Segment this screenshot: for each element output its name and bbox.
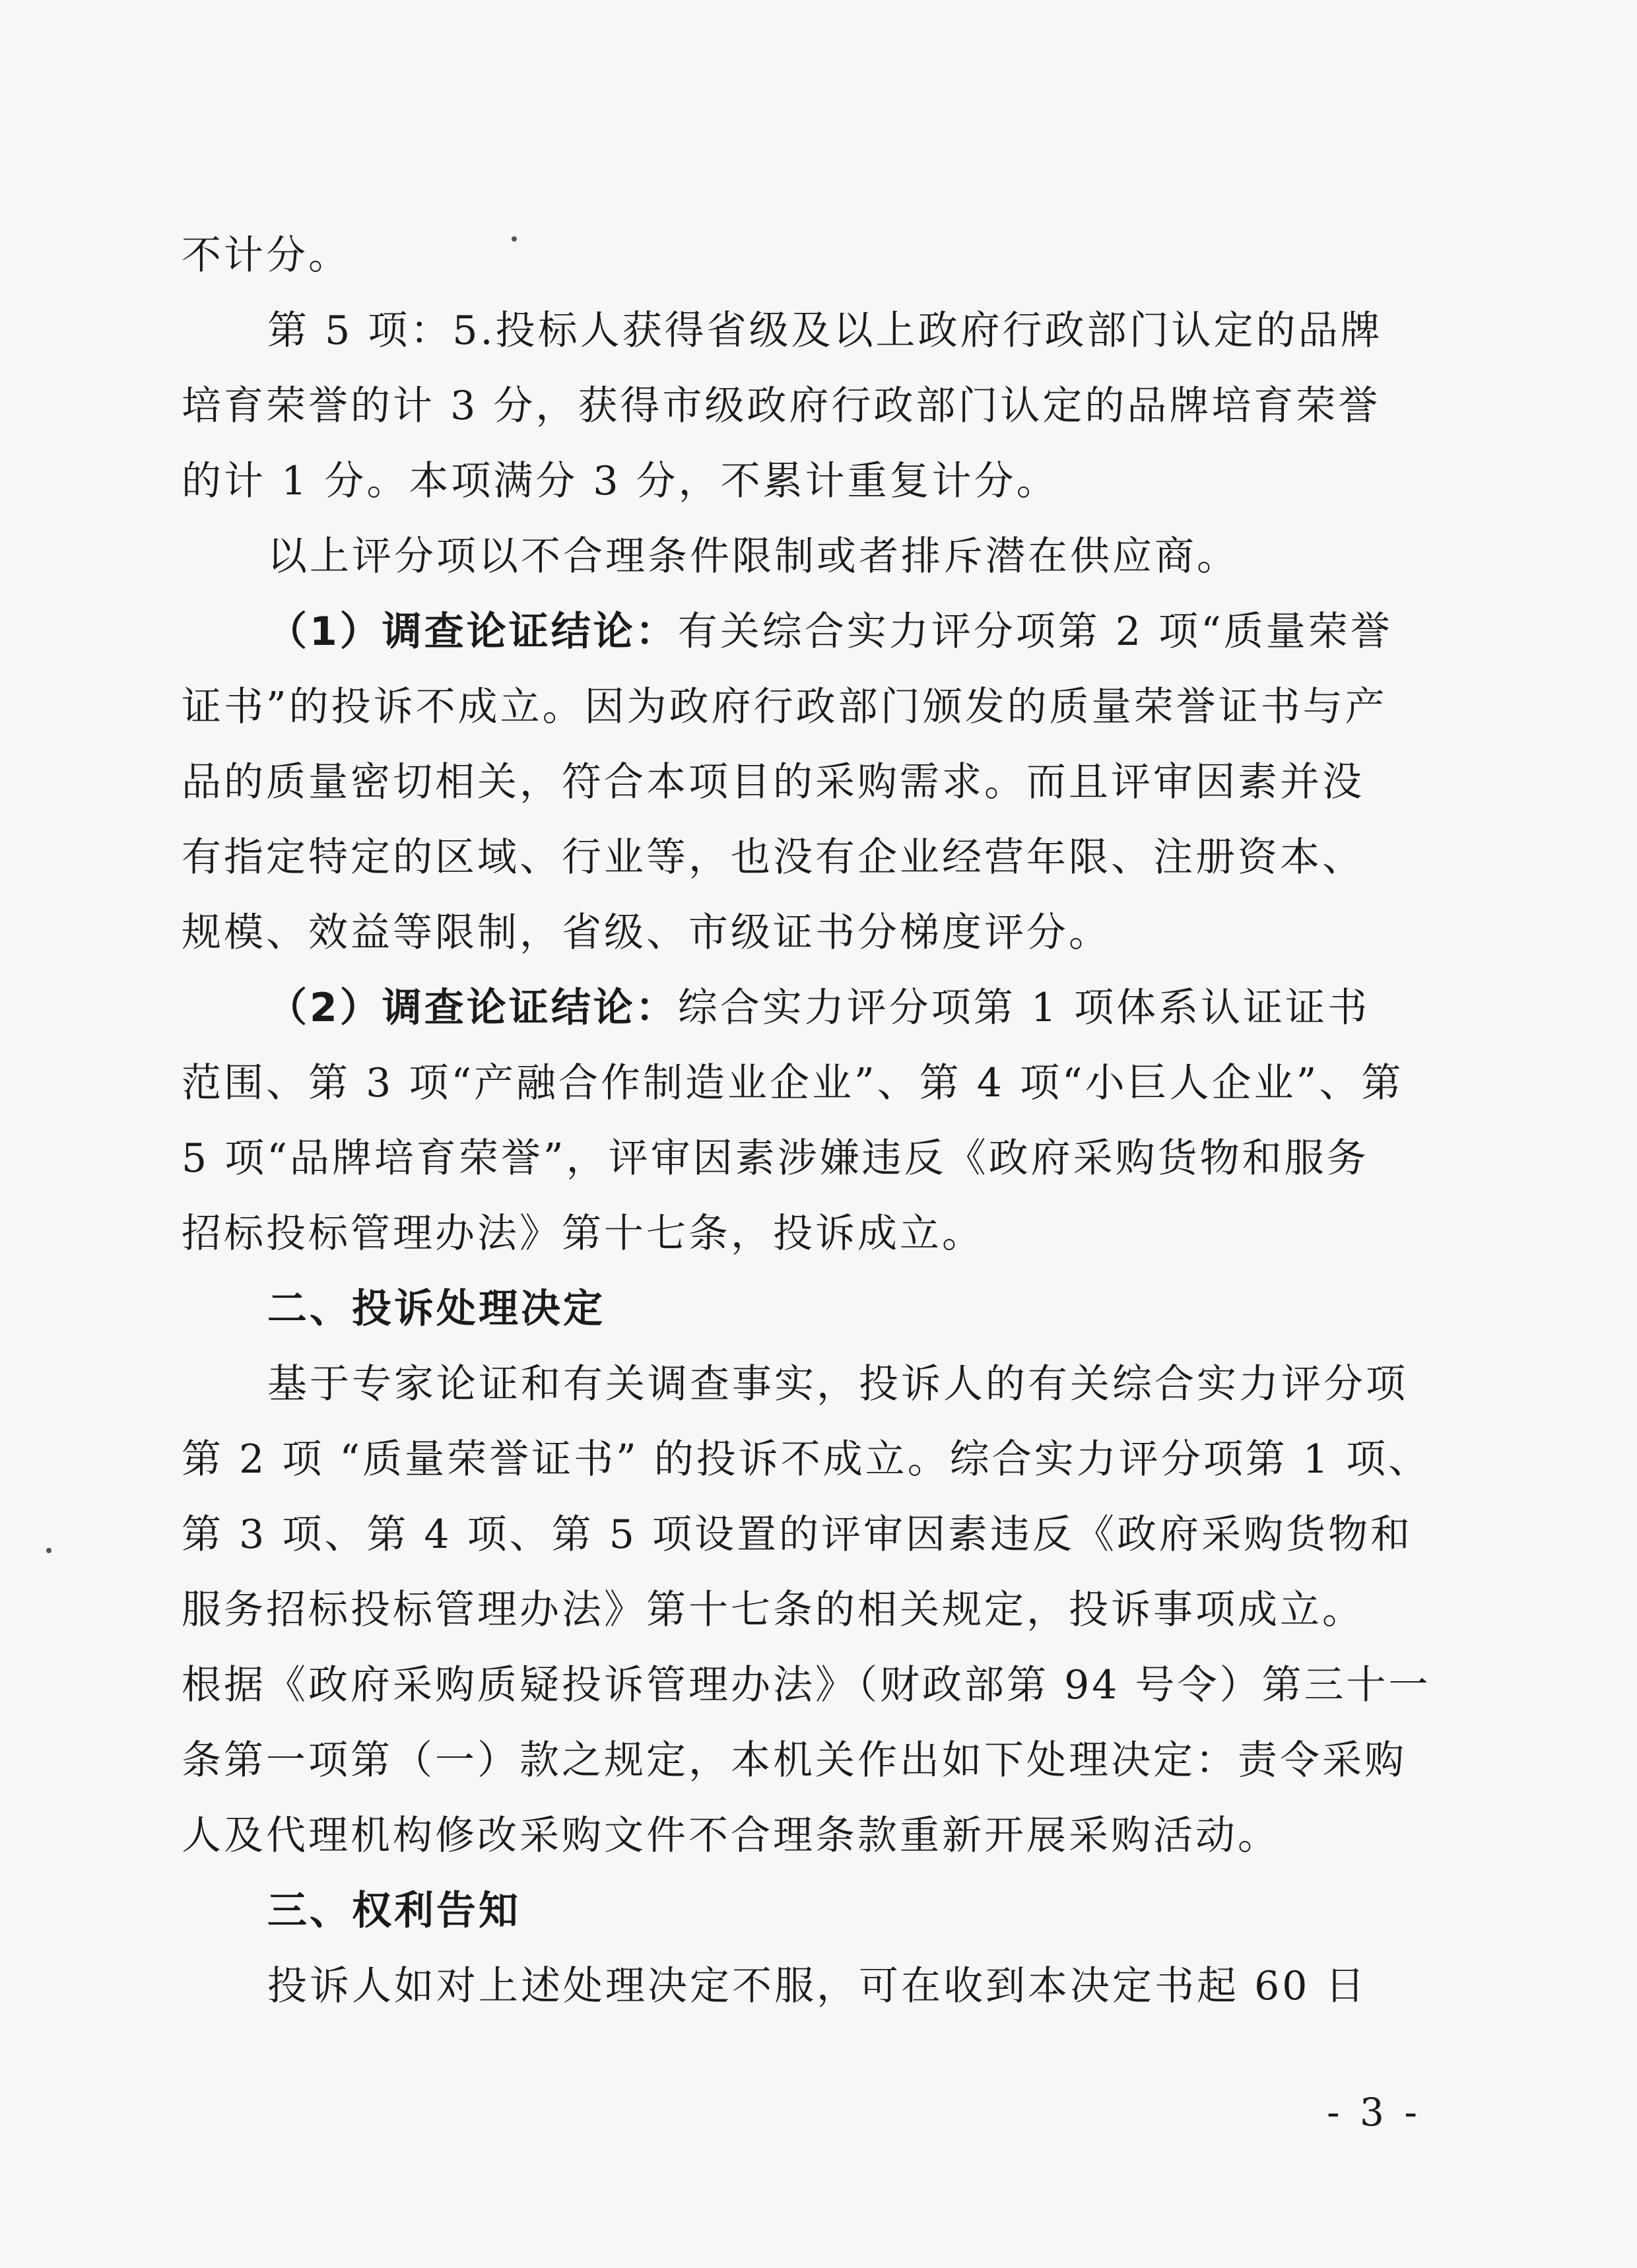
body-line: 证书”的投诉不成立。因为政府行政部门颁发的质量荣誉证书与产 [182,684,1387,730]
body-line: 第 5 项：5.投标人获得省级及以上政府行政部门认定的品牌 [267,308,1383,354]
conclusion-1-line [182,594,1393,669]
scan-speck [46,1548,51,1553]
body-line: 基于专家论证和有关调查事实，投诉人的有关综合实力评分项 [267,1361,1408,1407]
body-line: 服务招标投标管理办法》第十七条的相关规定，投诉事项成立。 [182,1587,1364,1633]
body-line: 范围、第 3 项“产融合作制造业企业”、第 4 项“小巨人企业”、第 [182,1060,1404,1106]
body-line: 投诉人如对上述处理决定不服，可在收到本决定书起 60 日 [267,1963,1368,2009]
body-line: 有指定特定的区域、行业等，也没有企业经营年限、注册资本、 [182,834,1364,881]
conclusion-1-prefix: （1）调查论证结论： [267,609,678,655]
body-line: 不计分。 [182,232,351,279]
body-line: 条第一项第（一）款之规定，本机关作出如下处理决定：责令采购 [182,1737,1407,1784]
body-line: 5 项“品牌培育荣誉”，评审因素涉嫌违反《政府采购货物和服务 [182,1135,1369,1182]
body-line: 品的质量密切相关，符合本项目的采购需求。而且评审因素并没 [182,759,1364,805]
body-line: 培育荣誉的计 3 分，获得市级政府行政部门认定的品牌培育荣誉 [182,383,1381,429]
body-line: 人及代理机构修改采购文件不合理条款重新开展采购活动。 [182,1813,1280,1859]
conclusion-2-text: 综合实力评分项第 1 项体系认证证书 [677,985,1370,1031]
conclusion-2-prefix: （2）调查论证结论： [267,985,678,1031]
page-number: - 3 - [1327,2090,1421,2135]
body-line: 以上评分项以不合理条件限制或者排斥潜在供应商。 [267,533,1239,580]
body-line: 第 3 项、第 4 项、第 5 项设置的评审因素违反《政府采购货物和 [182,1512,1413,1558]
body-line: 根据《政府采购质疑投诉管理办法》（财政部第 94 号令）第三十一 [182,1662,1431,1708]
body-line: 招标投标管理办法》第十七条，投诉成立。 [182,1211,984,1257]
section-heading-2: 二、投诉处理决定 [267,1286,605,1332]
conclusion-1-text: 有关综合实力评分项第 2 项“质量荣誉 [677,609,1393,655]
document-body [182,218,1431,2024]
body-line: 的计 1 分。本项满分 3 分，不累计重复计分。 [182,458,1059,504]
conclusion-2-line [182,970,1383,1046]
section-heading-3: 三、权利告知 [267,1888,521,1934]
body-line: 第 2 项 “质量荣誉证书” 的投诉不成立。综合实力评分项第 1 项、 [182,1436,1431,1483]
body-line: 规模、效益等限制，省级、市级证书分梯度评分。 [182,910,1111,956]
